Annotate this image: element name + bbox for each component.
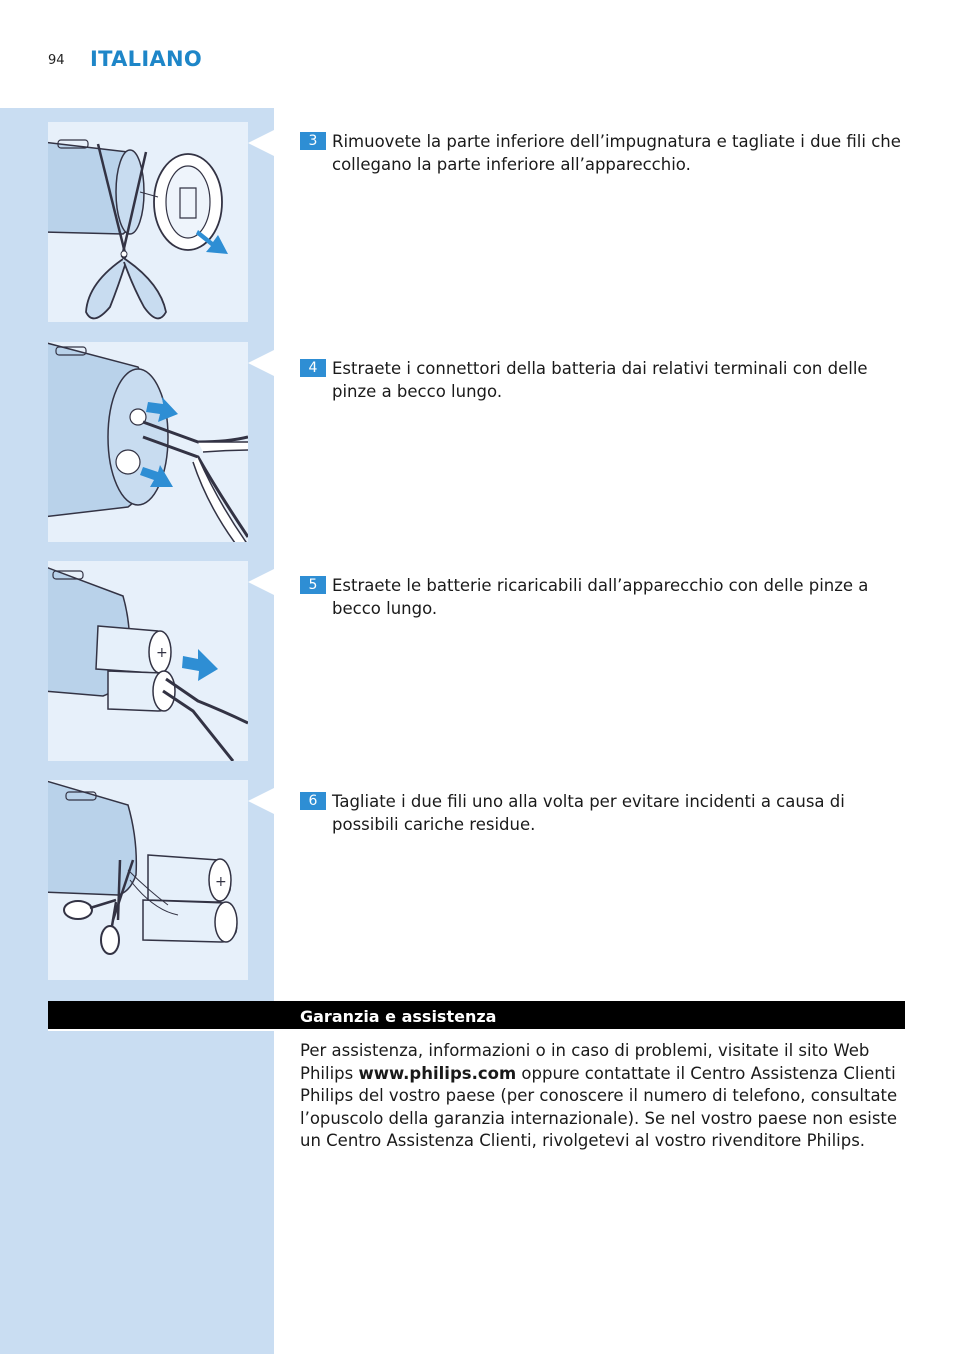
step-6 <box>300 790 905 836</box>
figure-step-4 <box>48 342 248 542</box>
figure-pointer <box>248 130 274 156</box>
paragraph-text: Per assistenza, informazioni o in caso di problemi, visitate il sito Web Philips <box>300 1041 870 1083</box>
language-heading: ITALIANO <box>90 47 203 71</box>
warranty-paragraph <box>300 1040 905 1153</box>
page-number: 94 <box>48 53 65 68</box>
figure-pointer <box>248 569 274 595</box>
section-divider <box>48 1029 274 1031</box>
step-number-badge: 4 <box>300 359 326 377</box>
svg-text:+: + <box>156 645 168 661</box>
philips-website-link[interactable]: www.philips.com <box>358 1063 517 1083</box>
step-text: Tagliate i due fili uno alla volta per evitare incidenti a causa di possibili cariche residue. <box>332 792 845 834</box>
step-3 <box>300 130 905 176</box>
step-4 <box>300 357 905 403</box>
battery-icon <box>96 626 175 711</box>
step-number-badge: 5 <box>300 576 326 594</box>
pliers-icon <box>163 679 248 761</box>
svg-text:+: + <box>215 874 227 890</box>
step-number-badge: 3 <box>300 132 326 150</box>
section-title: Garanzia e assistenza <box>300 1007 497 1026</box>
figure-pointer <box>248 350 274 376</box>
figure-step-3 <box>48 122 248 322</box>
step-5 <box>300 574 905 620</box>
step-number-badge: 6 <box>300 792 326 810</box>
step-text: Estraete i connettori della batteria dai relativi terminali con delle pinze a becco lungo. <box>332 359 868 401</box>
step-text: Rimuovete la parte inferiore dell’impugnatura e tagliate i due fili che collegano la parte inferiore all’apparecchio. <box>332 132 901 174</box>
arrow-icon <box>182 649 218 681</box>
paragraph-text: oppure contattate il Centro Assistenza Clienti Philips del vostro paese (per conoscere il numero di telefono, consultate l’opuscolo della garanzia internazionale). Se nel vostro paese non esiste un Centro Assistenza Clienti, rivolgetevi al vostro rivenditore Philips. <box>300 1063 898 1151</box>
battery-icon <box>143 855 237 942</box>
step-text: Estraete le batterie ricaricabili dall’apparecchio con delle pinze a becco lungo. <box>332 576 869 618</box>
figure-step-6 <box>48 780 248 980</box>
page-header <box>0 0 954 108</box>
figure-step-5 <box>48 561 248 761</box>
figure-pointer <box>248 788 274 814</box>
